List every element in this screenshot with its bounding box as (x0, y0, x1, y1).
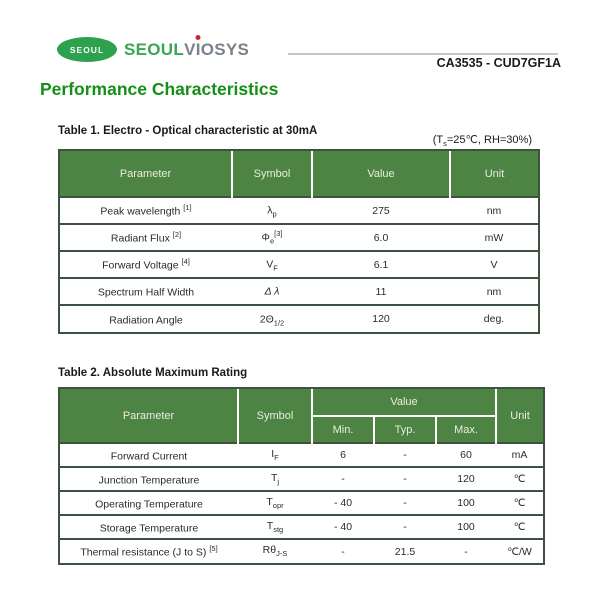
footnote-ref: [1] (183, 203, 192, 213)
absolute-maximum-table-frame (58, 387, 545, 565)
absolute-maximum-table (60, 389, 543, 563)
parameter-cell: Operating Temperature (60, 491, 238, 515)
symbol-cell: $R\theta_{J-S}$ (238, 539, 312, 563)
table-row (60, 539, 543, 563)
symbol-cell: Δ λ (232, 278, 312, 305)
parameter-cell: Forward Voltage [4] (60, 251, 232, 278)
symbol-cell: $2\Theta_{1/2}$ (232, 305, 312, 332)
symbol-cell: $V_F$ (232, 251, 312, 278)
table1-condition: ($T_s=25℃$, RH=30%) (432, 133, 532, 148)
table2-header-row1 (60, 389, 543, 416)
parameter-cell: Thermal resistance (J to S) [5] (60, 539, 238, 563)
brand-wordmark (124, 40, 249, 60)
footnote-ref: [4] (181, 257, 190, 267)
table-row (60, 251, 538, 278)
part-number: CA3535 - CUD7GF1A (436, 56, 561, 70)
electro-optical-table-frame (58, 149, 540, 334)
swoosh-icon (89, 32, 123, 67)
table-row (60, 515, 543, 539)
red-dot-icon (196, 35, 201, 40)
table-row (60, 467, 543, 491)
brand-seoul: SEOUL (124, 39, 185, 59)
typ-cell: - (374, 467, 436, 491)
col-symbol: Symbol (238, 389, 312, 443)
col-max: Max. (436, 416, 496, 443)
page-title: Performance Characteristics (40, 79, 279, 99)
brand-viosys: V I OSYS (184, 40, 249, 60)
parameter-cell: Radiant Flux [2] (60, 224, 232, 251)
min-cell: - (312, 539, 374, 563)
table1-header-row (60, 151, 538, 197)
symbol-cell: $\Phi_e[3]$ (232, 224, 312, 251)
max-cell: 120 (436, 467, 496, 491)
min-cell: - (312, 467, 374, 491)
unit-cell: ℃ (496, 515, 543, 539)
table-row (60, 278, 538, 305)
unit-cell: nm (450, 278, 538, 305)
seoul-badge (57, 37, 117, 62)
col-parameter: Parameter (60, 151, 232, 197)
parameter-cell: Storage Temperature (60, 515, 238, 539)
unit-cell: mA (496, 443, 543, 467)
unit-cell: ℃/W (496, 539, 543, 563)
unit-cell: V (450, 251, 538, 278)
typ-cell: - (374, 515, 436, 539)
col-symbol: Symbol (232, 151, 312, 197)
typ-cell: - (374, 491, 436, 515)
max-cell: - (436, 539, 496, 563)
unit-cell: ℃ (496, 491, 543, 515)
unit-cell: mW (450, 224, 538, 251)
max-cell: 100 (436, 491, 496, 515)
header-divider (288, 53, 558, 55)
col-min: Min. (312, 416, 374, 443)
col-value: Value (312, 151, 450, 197)
table-row (60, 197, 538, 224)
min-cell: - 40 (312, 491, 374, 515)
footnote-ref: [5] (209, 544, 218, 554)
table-row (60, 224, 538, 251)
parameter-cell: Peak wavelength [1] (60, 197, 232, 224)
col-value-group: Value (312, 389, 496, 416)
table-row (60, 305, 538, 332)
min-cell: 6 (312, 443, 374, 467)
table-row (60, 491, 543, 515)
symbol-cell: $I_F$ (238, 443, 312, 467)
typ-cell: 21.5 (374, 539, 436, 563)
table2-title: Table 2. Absolute Maximum Rating (58, 367, 248, 379)
value-cell: 6.0 (312, 224, 450, 251)
symbol-cell: $T_{stg}$ (238, 515, 312, 539)
typ-cell: - (374, 443, 436, 467)
value-cell: 275 (312, 197, 450, 224)
unit-cell: ℃ (496, 467, 543, 491)
seoul-viosys-logo (57, 37, 249, 62)
symbol-cell: $T_{opr}$ (238, 491, 312, 515)
parameter-cell: Junction Temperature (60, 467, 238, 491)
seoul-badge-label: SEOUL (69, 44, 105, 55)
electro-optical-table (60, 151, 538, 332)
col-parameter: Parameter (60, 389, 238, 443)
value-cell: 11 (312, 278, 450, 305)
parameter-cell: Forward Current (60, 443, 238, 467)
max-cell: 60 (436, 443, 496, 467)
symbol-cell: $\lambda_p$ (232, 197, 312, 224)
max-cell: 100 (436, 515, 496, 539)
unit-cell: nm (450, 197, 538, 224)
footnote-ref: [2] (172, 230, 182, 240)
col-unit: Unit (496, 389, 543, 443)
parameter-cell: Spectrum Half Width (60, 278, 232, 305)
min-cell: - 40 (312, 515, 374, 539)
symbol-cell: $T_j$ (238, 467, 312, 491)
value-cell: 6.1 (312, 251, 450, 278)
table1-title: Table 1. Electro - Optical characteristic at 30mA (58, 125, 318, 137)
col-typ: Typ. (374, 416, 436, 443)
parameter-cell: Radiation Angle (60, 305, 232, 332)
value-cell: 120 (312, 305, 450, 332)
col-unit: Unit (450, 151, 538, 197)
table1-section (58, 121, 540, 334)
unit-cell: deg. (450, 305, 538, 332)
table-row (60, 443, 543, 467)
table2-section (58, 363, 545, 565)
